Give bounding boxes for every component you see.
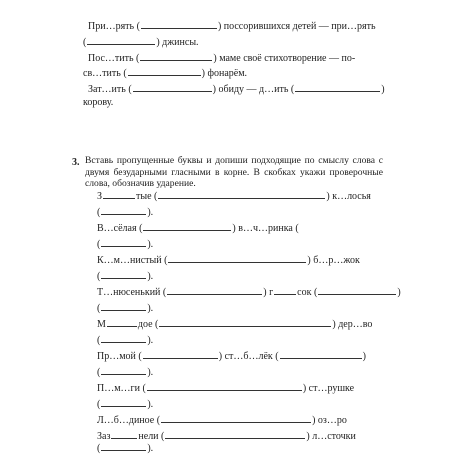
line-3-text-a: Пос…тить ( — [88, 53, 140, 64]
item-text: ) дер…во — [332, 319, 373, 330]
item-text: ). — [147, 303, 154, 314]
line-1-text-b: ) поссорившихся детей — при…рять — [217, 21, 376, 32]
line-4 — [83, 66, 247, 80]
item-text: ) ст…б…лёк ( — [218, 351, 279, 362]
item-text: Т…нюсенький ( — [97, 287, 167, 298]
item-text: нели ( — [138, 431, 165, 442]
line-5 — [88, 82, 385, 96]
answer-blank[interactable] — [101, 333, 146, 343]
item-text: тые ( — [136, 191, 158, 202]
item-8-line-1 — [97, 413, 347, 427]
line-3-text-b: ) маме своё стихотворение — по- — [213, 53, 356, 64]
item-3-line-2: ( ). — [97, 271, 154, 282]
line-5-text-a: Зат…ить ( — [88, 84, 132, 95]
answer-blank[interactable] — [161, 413, 311, 423]
answer-blank[interactable] — [147, 381, 302, 391]
line-2-text-b: ) джинсы. — [156, 37, 199, 48]
answer-blank[interactable] — [133, 82, 212, 92]
item-text: ). — [147, 271, 154, 282]
letter-blank[interactable] — [107, 317, 137, 327]
item-text: К…м…нистый ( — [97, 255, 168, 266]
answer-blank[interactable] — [318, 285, 396, 295]
answer-blank[interactable] — [295, 82, 380, 92]
item-text: ) б…р…жок — [307, 255, 360, 266]
task-instruction: Вставь пропущенные буквы и допиши подходящие по смыслу слова с двумя безударными гласными в корне. В скобках укажи проверочные слова, обозначив ударение. — [85, 155, 383, 189]
item-text: В…сёлая ( — [97, 223, 143, 234]
item-4-line-1: Т…нюсенький ( ) г сок ( ) — [97, 287, 401, 298]
item-7-line-2: ( ). — [97, 399, 154, 410]
item-text: М — [97, 319, 106, 330]
answer-blank[interactable] — [101, 365, 146, 375]
answer-blank[interactable] — [101, 269, 146, 279]
answer-blank[interactable] — [168, 253, 306, 263]
line-2-text-a: ( — [83, 37, 87, 48]
answer-blank[interactable] — [101, 301, 146, 311]
item-6-line-2: ( ). — [97, 367, 154, 378]
line-2 — [83, 35, 199, 49]
item-9-line-2: ( ). — [97, 443, 154, 454]
line-6 — [83, 97, 113, 109]
line-6-text-a: корову. — [83, 97, 114, 108]
answer-blank[interactable] — [143, 221, 231, 231]
item-text: дое ( — [137, 319, 159, 330]
answer-blank[interactable] — [101, 397, 146, 407]
item-1-line-1 — [97, 189, 371, 203]
item-text: ) в…ч…ринка ( — [232, 223, 299, 234]
item-text: сок ( — [297, 287, 318, 298]
item-2-line-1 — [97, 221, 299, 235]
answer-blank[interactable] — [128, 66, 201, 76]
item-text: ). — [147, 207, 154, 218]
task-number: 3. — [72, 157, 80, 168]
answer-blank[interactable] — [143, 349, 218, 359]
item-text: ). — [147, 367, 154, 378]
item-text: ). — [147, 399, 154, 410]
letter-blank[interactable] — [111, 429, 137, 439]
item-text: ) ст…рушке — [302, 383, 355, 394]
item-text: Заз — [97, 431, 111, 442]
answer-blank[interactable] — [140, 51, 212, 61]
line-4-text-b: ) фонарём. — [201, 68, 248, 79]
letter-blank[interactable] — [103, 189, 135, 199]
letter-blank[interactable] — [274, 285, 296, 295]
item-text: ). — [147, 239, 154, 250]
answer-blank[interactable] — [87, 35, 155, 45]
line-5-text-c: ) — [381, 84, 385, 95]
item-text: ) к…лосья — [326, 191, 371, 202]
answer-blank[interactable] — [101, 237, 146, 247]
answer-blank[interactable] — [141, 19, 217, 29]
item-text: ) г — [263, 287, 274, 298]
item-text: ) — [362, 351, 366, 362]
line-1-text-a: При…рять ( — [88, 21, 140, 32]
line-5-text-b: ) обиду — д…ить ( — [212, 84, 295, 95]
item-text: Пр…мой ( — [97, 351, 142, 362]
item-7-line-1 — [97, 381, 354, 395]
item-text: Л…б…диное ( — [97, 415, 161, 426]
item-text: ) л…сточки — [306, 431, 356, 442]
item-6-line-1 — [97, 349, 366, 363]
item-4-line-2: ( ). — [97, 303, 154, 314]
answer-blank[interactable] — [165, 429, 305, 439]
item-text: ). — [147, 335, 154, 346]
item-3-line-1 — [97, 253, 360, 267]
item-text: ) оз…ро — [312, 415, 347, 426]
item-2-line-2: ( ). — [97, 239, 154, 250]
item-text: П…м…ги ( — [97, 383, 146, 394]
item-text: З — [97, 191, 103, 202]
answer-blank[interactable] — [167, 285, 262, 295]
answer-blank[interactable] — [158, 189, 325, 199]
item-1-line-2: ( ). — [97, 207, 154, 218]
line-3 — [88, 51, 355, 65]
item-5-line-1 — [97, 317, 372, 331]
item-text: ). — [147, 443, 154, 454]
answer-blank[interactable] — [101, 205, 146, 215]
line-1 — [88, 19, 376, 33]
answer-blank[interactable] — [280, 349, 362, 359]
answer-blank[interactable] — [159, 317, 331, 327]
line-4-text-a: св…тить ( — [83, 68, 127, 79]
item-5-line-2: ( ). — [97, 335, 154, 346]
